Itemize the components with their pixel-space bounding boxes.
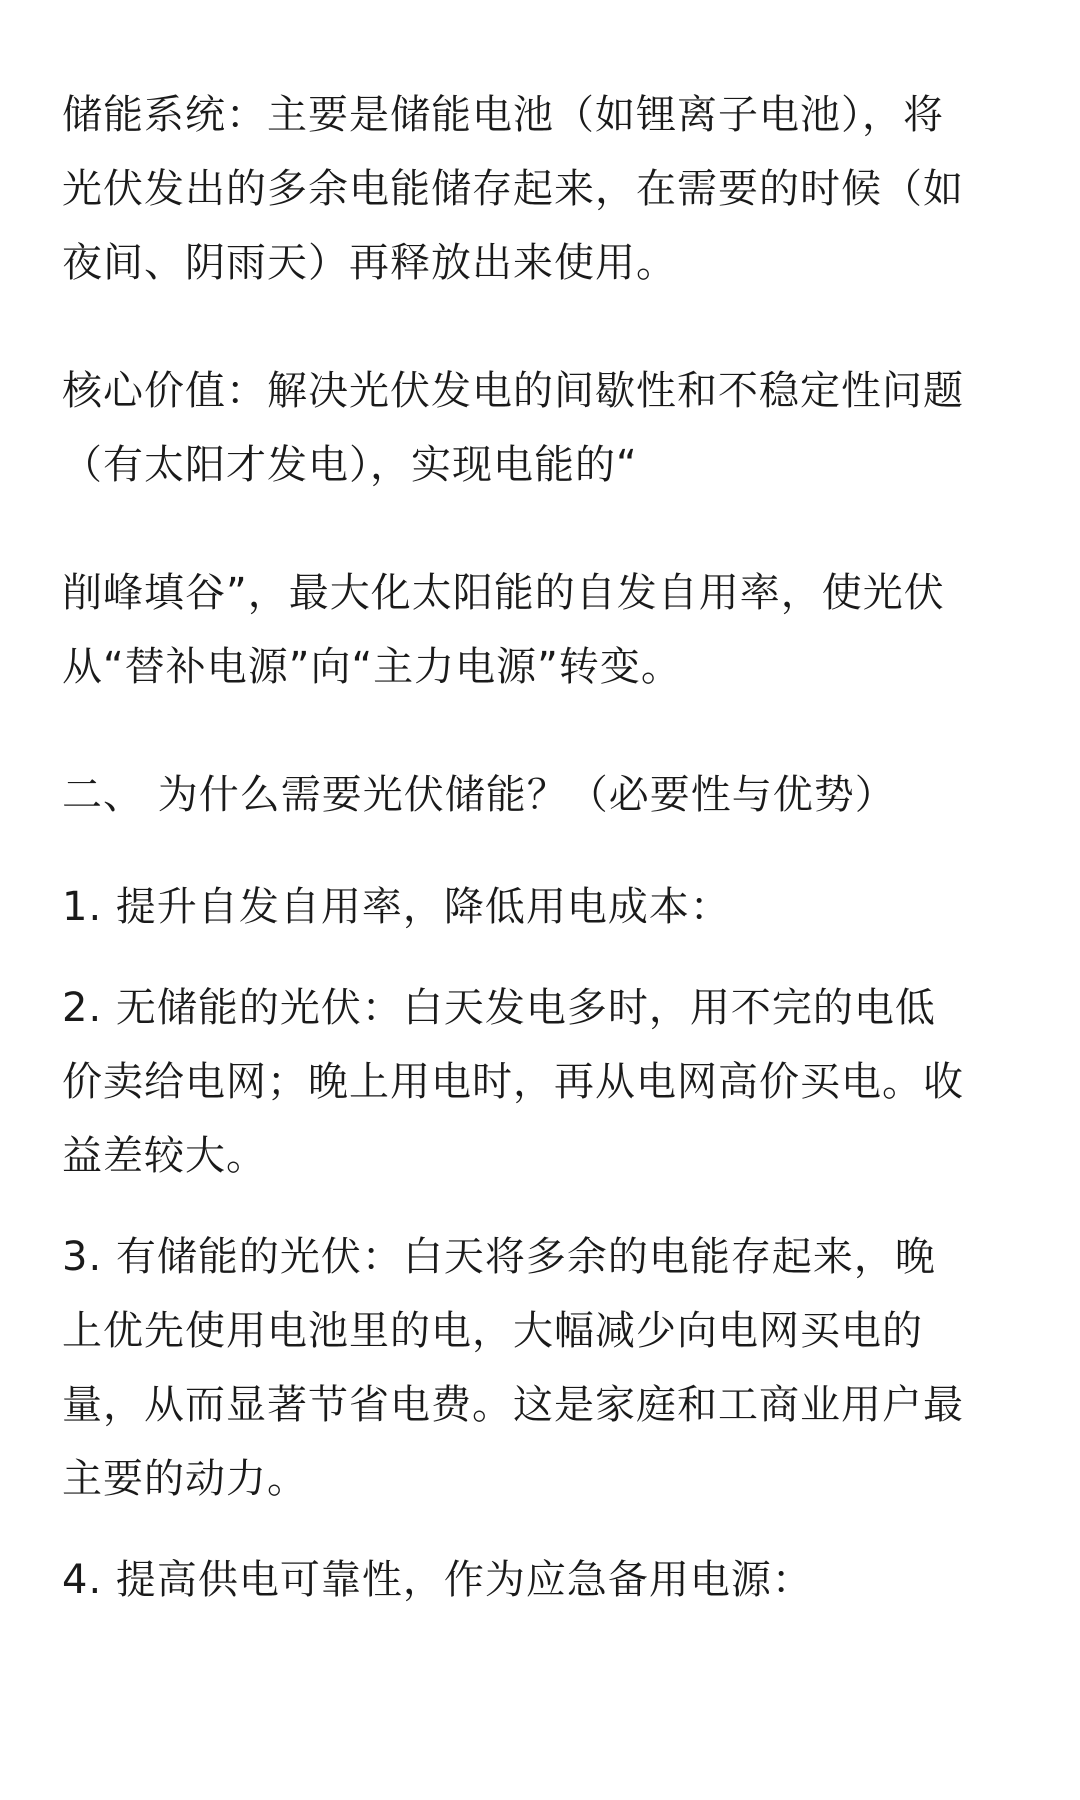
paragraph-gap [62, 1516, 1032, 1543]
list-item-1 [62, 870, 1032, 944]
paragraph-gap [62, 300, 1032, 354]
list-item-4 [62, 1543, 1032, 1617]
section-heading [62, 758, 1032, 832]
article-body [62, 78, 1032, 1617]
paragraph-gap [62, 502, 1032, 556]
text-line: 削峰填谷”，最大化太阳能的自发自用率，使光伏 [62, 570, 945, 616]
paragraph-gap [62, 832, 1032, 870]
text-line: 量，从而显著节省电费。这是家庭和工商业用户最 [62, 1382, 964, 1428]
paragraph-gap [62, 944, 1032, 971]
list-item-2 [62, 971, 1032, 1193]
text-line: 2. 无储能的光伏：白天发电多时，用不完的电低 [62, 985, 936, 1031]
text-line: 价卖给电网；晚上用电时，再从电网高价买电。收 [62, 1059, 964, 1105]
text-line: 1. 提升自发自用率，降低用电成本： [62, 884, 731, 930]
list-item-3 [62, 1220, 1032, 1516]
paragraph-core-value [62, 354, 1032, 502]
text-line: 上优先使用电池里的电，大幅减少向电网买电的 [62, 1308, 923, 1354]
text-line: 4. 提高供电可靠性，作为应急备用电源： [62, 1557, 813, 1603]
text-line: 夜间、阴雨天）再释放出来使用。 [62, 240, 677, 286]
heading-text: 二、 为什么需要光伏储能？（必要性与优势） [62, 772, 896, 818]
text-line: 光伏发出的多余电能储存起来，在需要的时候（如 [62, 166, 964, 212]
text-line: 核心价值：解决光伏发电的间歇性和不稳定性问题 [62, 368, 964, 414]
paragraph-gap [62, 1193, 1032, 1220]
text-line: 3. 有储能的光伏：白天将多余的电能存起来，晚 [62, 1234, 936, 1280]
paragraph-gap [62, 704, 1032, 758]
text-line: 益差较大。 [62, 1133, 267, 1179]
text-line: 储能系统：主要是储能电池（如锂离子电池），将 [62, 92, 944, 138]
paragraph-core-value-continued [62, 556, 1032, 704]
text-line: 从“替补电源”向“主力电源”转变。 [62, 644, 682, 690]
text-line: （有太阳才发电），实现电能的“ [62, 442, 638, 488]
paragraph-storage-system [62, 78, 1032, 300]
text-line: 主要的动力。 [62, 1456, 308, 1502]
